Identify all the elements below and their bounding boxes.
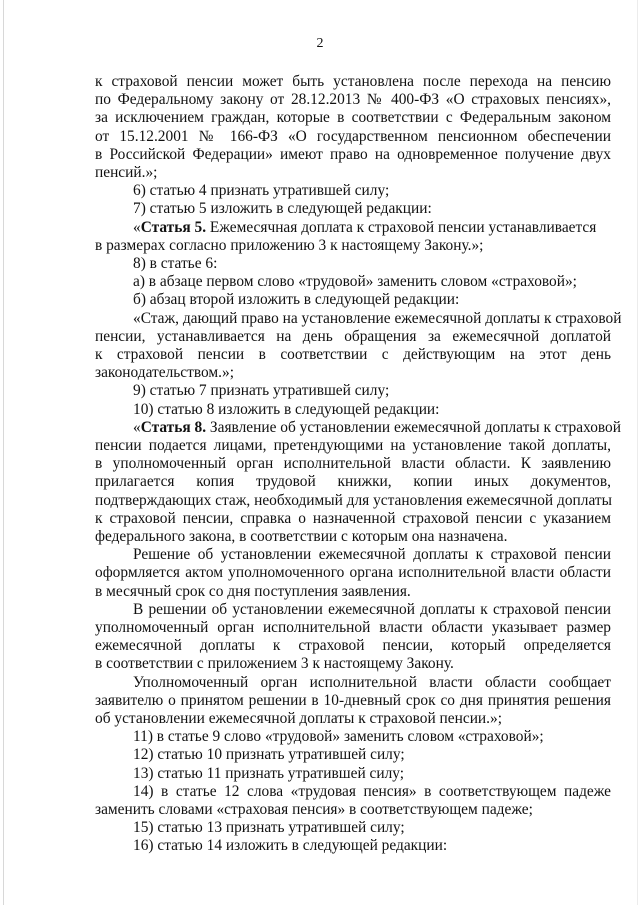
text-line: за исключением граждан, которые в соответствии с Федеральным законом <box>95 109 611 127</box>
text-line: В решении об установлении ежемесячной доплаты к страховой пенсии <box>133 600 611 618</box>
text-line: 9) статью 7 признать утратившей силу; <box>133 382 390 400</box>
text-line: к страховой пенсии в соответствии с действующим на этот день <box>95 346 611 363</box>
text-line: к страховой пенсии, справка о назначенной страховой пенсии с указанием <box>95 509 611 527</box>
text-line: пенсий.»; <box>95 164 158 181</box>
text-line: прилагается копия трудовой книжки, копии иных документов, <box>95 473 611 491</box>
text-line: б) абзац второй изложить в следующей редакции: <box>133 291 460 309</box>
text-line: к страховой пенсии может быть установлена после перехода на пенсию <box>95 73 611 90</box>
text-line: ежемесячной доплаты к страховой пенсии, который определяется <box>95 637 611 655</box>
article-heading: Статья 8. <box>140 418 207 436</box>
text-line: в Российской Федерации» имеют право на одновременное получение двух <box>95 145 611 163</box>
text-line: федерального закона, в соответствии с которым она назначена. <box>95 528 508 545</box>
text-line: а) в абзаце первом слово «трудовой» заменить словом «страховой»; <box>133 273 577 291</box>
text-line: 7) статью 5 изложить в следующей редакции: <box>133 200 432 218</box>
text-line: пенсии, устанавливается на день обращения за ежемесячной доплатой <box>95 327 611 345</box>
text-line: пенсии подается лицами, претендующими на установление такой доплаты, <box>95 437 611 454</box>
article-text: Заявление об установлении ежемесячной доплаты к страховой <box>206 418 621 436</box>
text-line: 14) в статье 12 слова «трудовая пенсия» в соответствующем падеже <box>133 782 611 800</box>
text-line: 13) статью 11 признать утратившей силу; <box>133 764 405 782</box>
text-line: 12) статью 10 признать утратившей силу; <box>133 746 405 764</box>
text-line: заявителю о принятом решении в 10-дневный срок со дня принятия решения <box>95 691 611 709</box>
text-line: 6) статью 4 признать утратившей силу; <box>133 182 390 200</box>
text-line: по Федеральному закону от 28.12.2013 № 400-ФЗ «О страховых пенсиях», <box>95 91 611 109</box>
text-line: 16) статью 14 изложить в следующей редакции: <box>133 837 448 855</box>
text-line: подтверждающих стаж, необходимый для установления ежемесячной доплаты <box>95 491 612 509</box>
text-line: 15) статью 13 признать утратившей силу; <box>133 819 405 837</box>
text-line: заменить словами «страховая пенсия» в соответствующем падеже; <box>95 801 533 818</box>
text-line: Уполномоченный орган исполнительной власти области сообщает <box>133 673 611 691</box>
text-line: 10) статью 8 изложить в следующей редакции: <box>133 400 440 418</box>
article-text: Ежемесячная доплата к страховой пенсии устанавливается <box>206 218 597 236</box>
article-heading: Статья 5. <box>140 218 207 236</box>
text-line: в размерах согласно приложению 3 к настоящему Закону.»; <box>95 236 484 254</box>
quote-mark: « <box>133 418 141 436</box>
quote-mark: « <box>133 218 141 236</box>
text-line: законодательством.»; <box>95 364 234 382</box>
text-line: в месячный срок со дня поступления заявления. <box>95 582 411 600</box>
text-line: 11) в статье 9 слово «трудовой» заменить словом «страховой»; <box>133 728 544 746</box>
page-number: 2 <box>316 36 324 51</box>
text-line: 8) в статье 6: <box>133 255 218 272</box>
text-line <box>133 418 621 437</box>
text-line: в уполномоченный орган исполнительной власти области. К заявлению <box>95 455 611 473</box>
text-line: об установлении ежемесячной доплаты к страховой пенсии.»; <box>95 710 502 727</box>
text-line: в соответствии с приложением 3 к настоящему Закону. <box>95 655 454 673</box>
text-line: оформляется актом уполномоченного органа исполнительной власти области <box>95 564 611 582</box>
text-line: Решение об установлении ежемесячной доплаты к страховой пенсии <box>133 546 611 564</box>
text-line: «Стаж, дающий право на установление ежемесячной доплаты к страховой <box>133 309 622 327</box>
scan-edge-left <box>3 0 4 905</box>
text-line: от 15.12.2001 № 166-ФЗ «О государственном пенсионном обеспечении <box>95 127 611 145</box>
text-line: уполномоченный орган исполнительной власти области указывает размер <box>95 619 611 636</box>
text-line <box>133 219 611 237</box>
scan-edge-right <box>637 0 638 905</box>
